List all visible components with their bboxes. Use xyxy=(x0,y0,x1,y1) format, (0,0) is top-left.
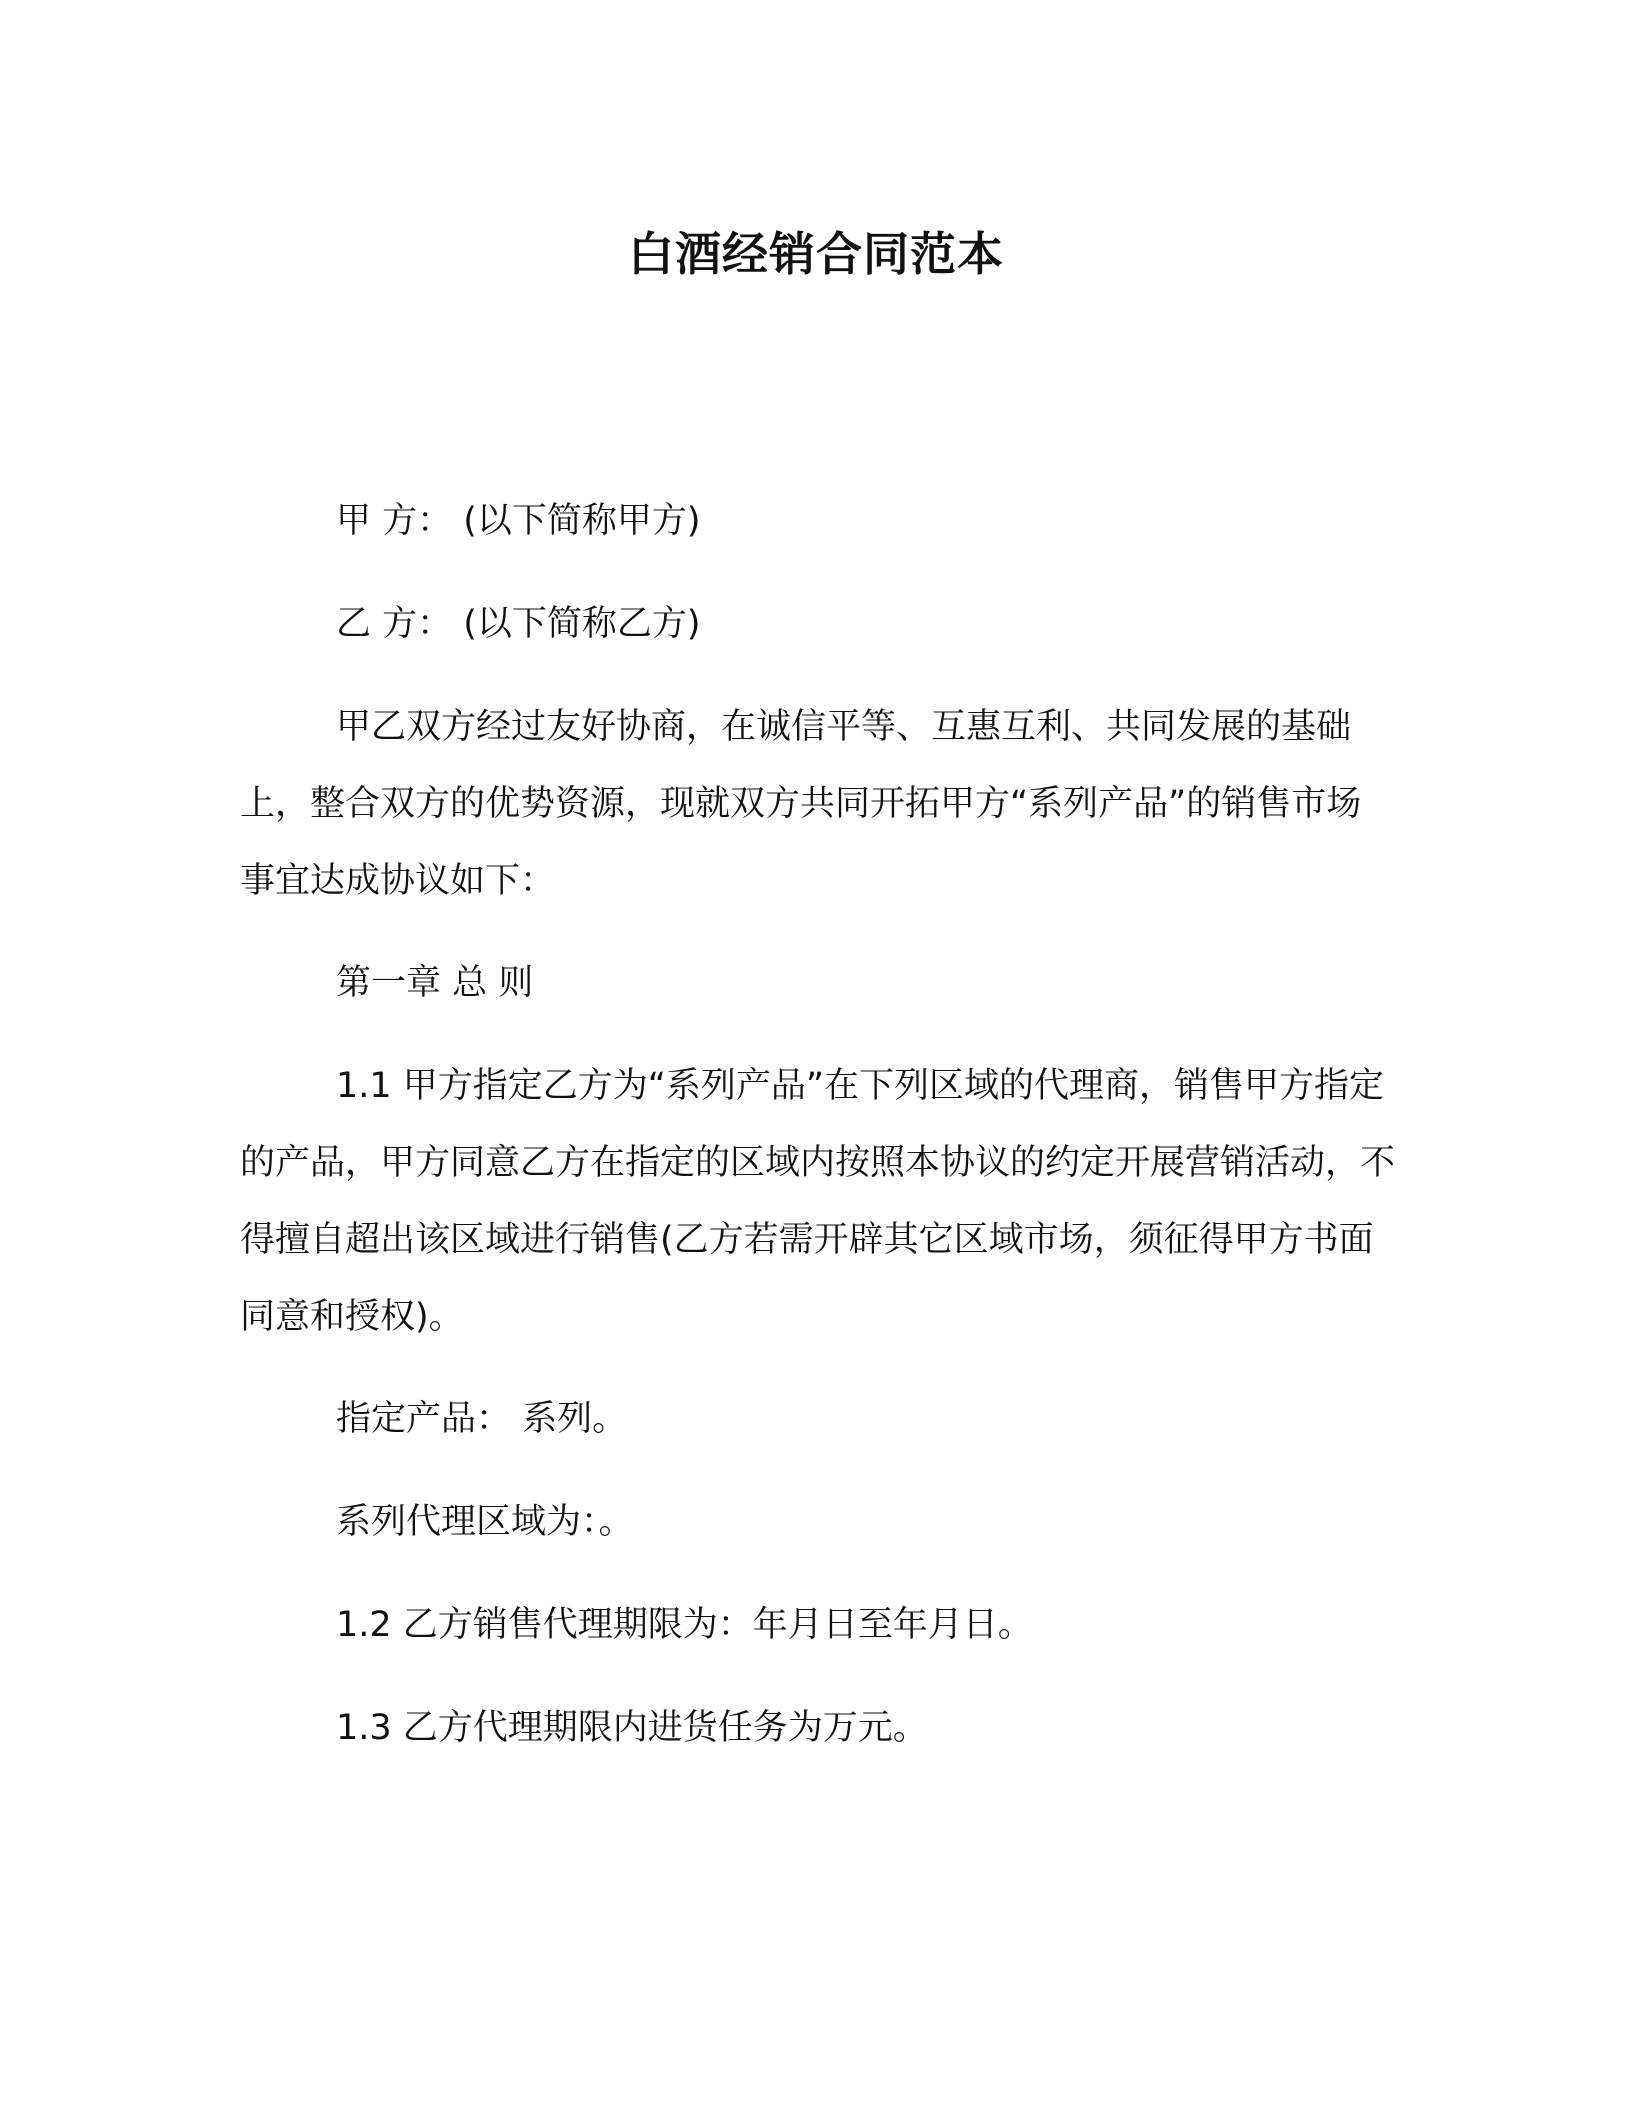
intro-paragraph: 甲乙双方经过友好协商，在诚信平等、互惠互利、共同发展的基础上，整合双方的优势资源，现就双方共同开拓甲方“系列产品”的销售市场事宜达成协议如下： xyxy=(240,707,1362,901)
clause-1-2: 1.2 乙方销售代理期限为：年月日至年月日。 xyxy=(336,1605,1033,1645)
clause-1-1: 1.1 甲方指定乙方为“系列产品”在下列区域的代理商，销售甲方指定的产品，甲方同意乙方在指定的区域内按照本协议的约定开展营销活动，不得擅自超出该区域进行销售(乙方若需开辟其它区域市场，须征得甲方书面同意和授权)。 xyxy=(240,1066,1396,1337)
clause-1-3: 1.3 乙方代理期限内进货任务为万元。 xyxy=(336,1708,928,1748)
party-b-line: 乙 方： (以下简称乙方) xyxy=(336,604,701,644)
chapter-1-heading: 第一章 总 则 xyxy=(336,963,534,1003)
party-a-line: 甲 方： (以下简称甲方) xyxy=(336,501,701,541)
document-title: 白酒经销合同范本 xyxy=(628,227,1004,281)
agency-region-line: 系列代理区域为：。 xyxy=(336,1502,634,1542)
designated-product-line: 指定产品： 系列。 xyxy=(336,1399,628,1439)
